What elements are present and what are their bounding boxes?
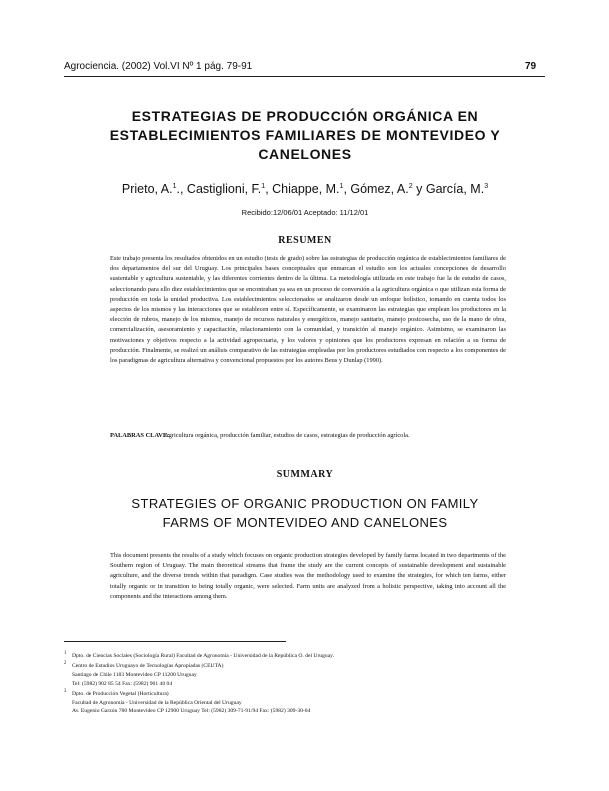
- author-name: Prieto, A.: [121, 182, 173, 196]
- journal-citation: Agrociencia. (2002) Vol.VI Nº 1 pág. 79-91: [64, 61, 253, 72]
- received-accepted-dates: Recibido:12/06/01 Aceptado: 11/12/01: [241, 208, 369, 217]
- footnote: [64, 650, 514, 660]
- author-name: ., Castiglioni, F.: [176, 182, 262, 196]
- footnote-line: Dpto. de Producción Vegetal (Horticultura): [72, 690, 169, 697]
- page-number: 79: [525, 61, 537, 72]
- title-line: ESTRATEGIAS DE PRODUCCIÓN ORGÁNICA EN: [131, 108, 479, 124]
- footnote-line: Av. Eugenio Garzón 780 Montevideo CP 12900 Uruguay Tel: (5982) 309-71-91/94 Fax: (5982) 309-30-04: [72, 708, 311, 715]
- resumen-heading: RESUMEN: [278, 235, 332, 246]
- author-name: , Chiappe, M.: [265, 182, 340, 196]
- keywords-text: Agricultura orgánica, producción familiar, estudios de casos, estrategias de producción agrícola.: [164, 432, 410, 439]
- english-title-line: STRATEGIES OF ORGANIC PRODUCTION ON FAMILY: [131, 496, 479, 511]
- keywords-label: PALABRAS CLAVE:: [110, 432, 170, 439]
- affiliation-mark: 1: [339, 182, 344, 190]
- footnote-line: Tel: (5982) 902 85 54 Fax: (5982) 901 40 04: [72, 680, 173, 687]
- footnote-mark: 3: [64, 689, 67, 695]
- footnote-line: Santiago de Chile 1183 Montevideo CP 11200 Uruguay: [72, 671, 197, 678]
- footnote: [64, 688, 514, 698]
- affiliation-mark: 1: [261, 182, 266, 190]
- footnote-mark: 1: [64, 651, 67, 656]
- footnotes: [64, 650, 514, 716]
- footnote-line: Centro de Estudios Uruguayo de Tecnologías Apropiadas (CEUTA): [72, 663, 224, 670]
- header-rule: [64, 76, 545, 77]
- author-list: [60, 182, 550, 196]
- footnote-line: Dpto. de Ciencias Sociales (Sociología Rural) Facultad de Agronomía - Universidad de la República O. del Uruguay.: [72, 652, 335, 659]
- resumen-text: Este trabajo presenta los resultados obtenidos en un estudio (tesis de grado) sobre las estrategias de producción orgánica de establecimientos familiares de dos departamentos del sur del Uruguay. Los principales bases conceptuales que enmarcan el estudio son los actuales concepciones de desarrollo sustentable y agricultura sustentable, y las diferentes corrientes dentro de la última. La metodología utilizada en este trabajo fue la de estudio de casos, seleccionando para ello diez establecimientos que se encontraban ya sea en un proceso de conversión a la agricultura orgánica o que utilizan esta forma de producción en toda la unidad productiva. Los establecimientos seleccionados se analizaron desde un enfoque holístico, tomando en cuenta todos los aspectos de los mismos y las interacciones que se establecen entre sí. Específicamente, se examinaron las estrategias que emplean los productores en la elección de rubros, manejo de los mismos, manejo de recursos naturales y energéticos, manejo sanitario, manejo postcosecha, uso de la mano de obra, comercialización, asesoramiento y capacitación, relacionamiento con la comunidad, y transición al manejo orgánico. Asimismo, se examinaron las motivaciones y objetivos respecto a la actividad agropecuaria, y los valores y opiniones que los productores expresan en relación a su forma de producción. Finalmente, se realizó un análisis comparativo de las estrategias empleadas por los productores estudiados con respecto a los componentes de los paradigmas de agricultura alternativa y convencional propuestos por los autores Beus y Dunlap (1990).: [110, 255, 506, 365]
- author-name: , Gómez, A.: [343, 182, 409, 196]
- footnote: [64, 660, 514, 670]
- summary-heading: SUMMARY: [276, 469, 334, 480]
- article-title: [60, 107, 550, 164]
- title-line: CANELONES: [258, 146, 352, 162]
- affiliation-mark: 2: [408, 182, 413, 190]
- affiliation-mark: 3: [484, 182, 489, 190]
- english-title-line: FARMS OF MONTEVIDEO AND CANELONES: [162, 515, 448, 530]
- affiliation-mark: 1: [172, 182, 177, 190]
- author-name: y García, M.: [412, 182, 485, 196]
- summary-text: This document presents the results of a study which focuses on organic production strategies developed by family farms located in two departments of the Southern region of Uruguay. The main theoretical streams that frame the study are the current concepts of sustainable development and sustainable agriculture, and the diverse trends within that paradigm. Case studies was the methodology used to examine the strategies, for which ten farms, either totally organic or in transition to being totally organic, were selected. Farm units are analyzed from a holistic perspective, taking into account all the components and the interactions among them.: [110, 552, 506, 600]
- footnote-line: Facultad de Agronomía - Universidad de la República Oriental del Uruguay: [72, 699, 242, 706]
- title-line: ESTABLECIMIENTOS FAMILIARES DE MONTEVIDEO Y: [109, 127, 501, 143]
- keywords: [110, 431, 506, 441]
- english-title: [60, 494, 550, 532]
- footnote-rule: [64, 641, 286, 642]
- footnote-mark: 2: [64, 661, 67, 667]
